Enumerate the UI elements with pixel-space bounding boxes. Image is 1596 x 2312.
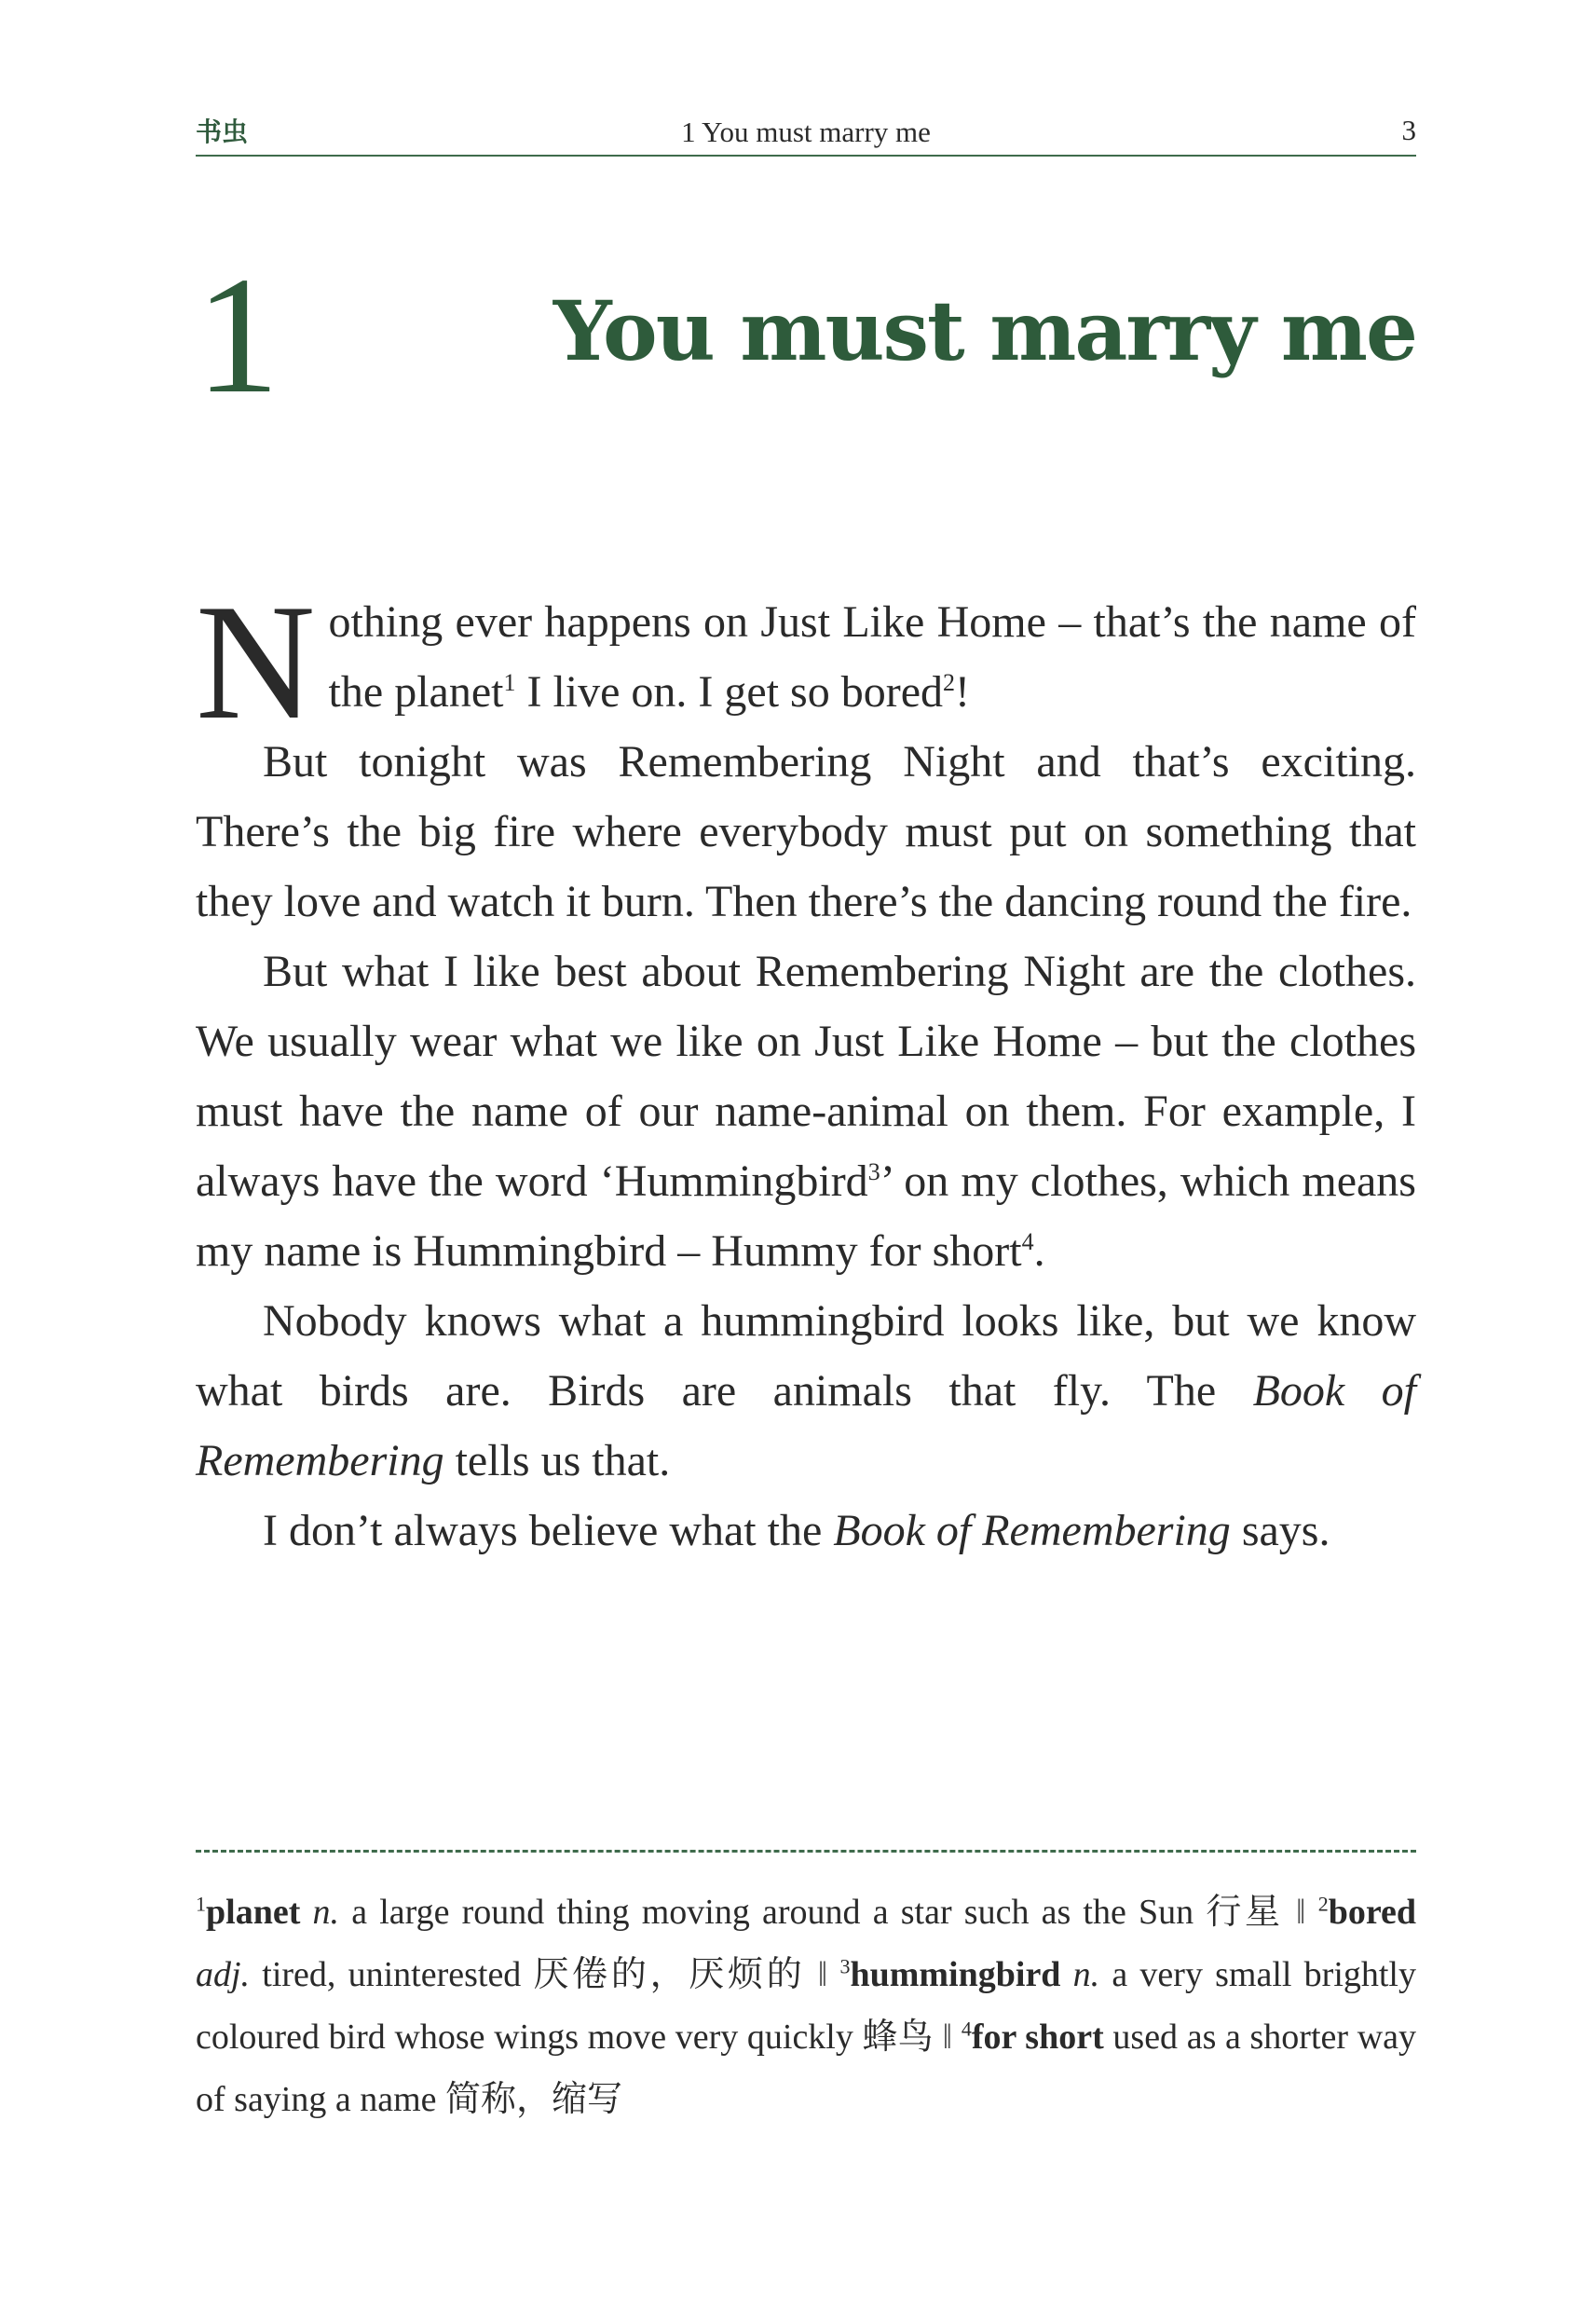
paragraph-3: But what I like best about Remembering Night are the clothes. We usually wear what we like on Just Like Home – but the clothes must have the name of our name-animal on them. For example, I always have the word ‘Hummingbird$^3$’ on my clothes, which means my name is Hummingbird – Hummy for short$^4$.	[196, 947, 1416, 1276]
running-title: 1 You must marry me	[681, 116, 931, 148]
footnote-3: $^3$hummingbird n. a very small brightly coloured bird whose wings move very quickly 蜂鸟	[196, 1954, 1416, 2057]
drop-cap: N	[196, 569, 316, 754]
separator: ‖	[1295, 1893, 1306, 1932]
footnotes	[196, 1881, 1416, 2130]
footnote-2: $^2$bored adj. tired, uninterested 厌倦的，厌烦的	[196, 1892, 1417, 1994]
chapter-number: 1	[196, 242, 280, 428]
series-logo: 书虫	[196, 116, 249, 147]
footnote-ref-4: 4	[1021, 1228, 1034, 1255]
book-title: Book of Remembering	[196, 1366, 1416, 1485]
footnote-divider	[196, 1850, 1416, 1853]
separator: ‖	[942, 2018, 953, 2057]
footnote-ref-1: 1	[503, 669, 516, 696]
body-text	[196, 569, 1416, 1566]
separator: ‖	[817, 1955, 828, 1994]
chapter-title: You must marry me	[552, 282, 1416, 379]
paragraph-2: But tonight was Remembering Night and that’s exciting. There’s the big fire where everybody must put on something that they love and watch it burn. Then there’s the dancing round the fire.	[196, 737, 1416, 926]
footnote-1: $^1$planet n. a large round thing moving around a star such as the Sun 行星	[196, 1891, 1284, 1932]
paragraph-5: I don’t always believe what the Book of Remembering says.	[263, 1506, 1330, 1555]
footnote-ref-2: 2	[943, 669, 956, 696]
book-title: Book of Remembering	[833, 1506, 1231, 1555]
page-number: 3	[1401, 114, 1416, 146]
paragraph-4: Nobody knows what a hummingbird looks like, but we know what birds are. Birds are animals that fly. The Book of Remembering tells us that.	[196, 1296, 1416, 1485]
footnote-ref-3: 3	[867, 1158, 880, 1185]
running-header	[196, 112, 1416, 157]
paragraph-1: Nothing ever happens on Just Like Home – that’s the name of the planet$^1$ I live on. I get so bored$^2$!	[196, 569, 1416, 754]
footnote-4: $^4$for short used as a shorter way of saying a name 简称，缩写	[196, 2017, 1417, 2119]
